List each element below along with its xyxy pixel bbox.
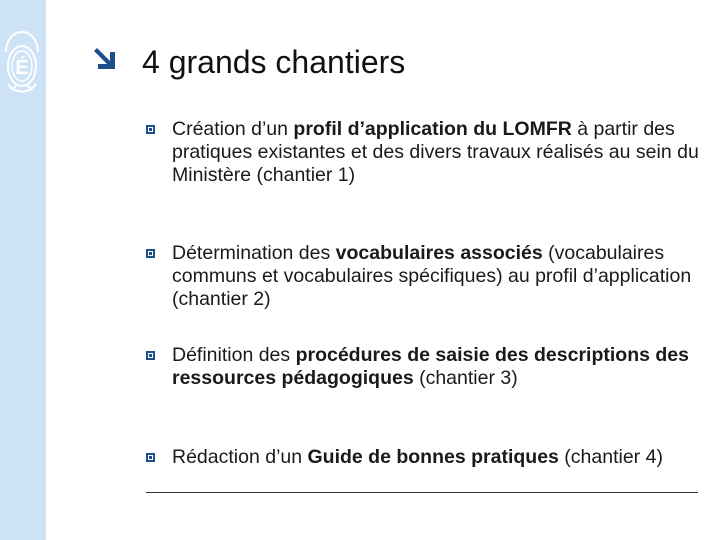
bullet-3-bold: procédures de saisie des descriptions des ressources pédagogiques (172, 344, 689, 389)
bullet-1-bold: profil d’application du LOMFR (293, 118, 572, 140)
bullet-4-bold: Guide de bonnes pratiques (307, 446, 559, 468)
svg-text:É: É (15, 57, 29, 79)
square-bullet-icon (146, 453, 155, 462)
bullet-item-4 (146, 446, 706, 469)
square-bullet-icon (146, 249, 155, 258)
bullet-item-2 (146, 242, 706, 311)
square-bullet-icon (146, 125, 155, 134)
bullet-2-post: (vocabulaires communs et vocabulaires spécifiques) au profil d’application (chantier 2) (172, 242, 692, 310)
square-bullet-icon (146, 351, 155, 360)
bullet-3-pre: Définition des (172, 344, 296, 366)
bottom-rule (146, 492, 698, 493)
arrow-down-right-icon (92, 46, 118, 72)
bullet-2-bold: vocabulaires associés (335, 242, 543, 264)
bullet-1-post: à partir des pratiques existantes et des divers travaux réalisés au sein du Ministère (chantier 1) (172, 118, 699, 186)
slide-title: 4 grands chantiers (142, 44, 406, 80)
bullet-4-post: (chantier 4) (558, 446, 663, 468)
emblem-e-logo (2, 28, 42, 100)
bullet-1-pre: Création d’un (172, 118, 294, 140)
bullet-2-pre: Détermination des (172, 242, 336, 264)
bullet-item-1 (146, 118, 706, 187)
bullet-item-3 (146, 344, 706, 390)
bullet-4-pre: Rédaction d’un (172, 446, 308, 468)
bullet-3-post: (chantier 3) (413, 367, 518, 389)
